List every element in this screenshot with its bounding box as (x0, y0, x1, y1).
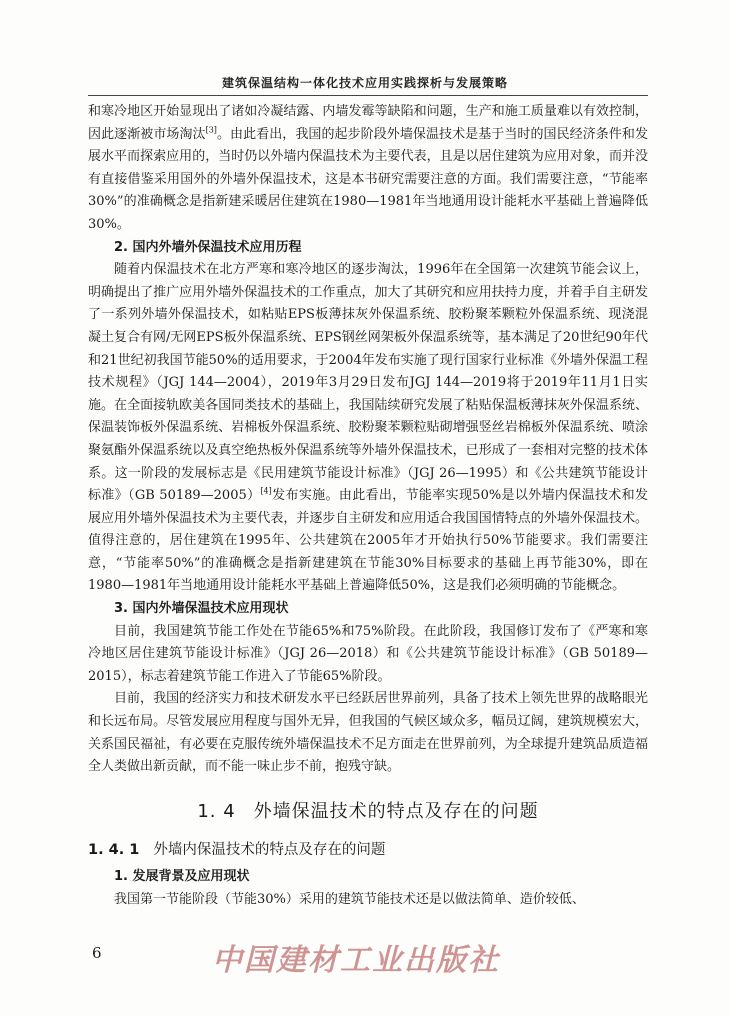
paragraph-2-text: 随着内保温技术在北方严寒和寒冷地区的逐步淘汰，1996年在全国第一次建筑节能会议上，明确提出了推广应用外墙外保温技术的工作重点，加大了其研究和应用扶持力度，并着手自主研发了一系列外墙外保温技术，如粘贴EPS板薄抹灰外保温系统、胶粉聚苯颗粒外保温系统、现浇混凝土复合有网/无网EPS板外保温系统、EPS钢丝网架板外保温系统等，基本满足了20世纪90年代和21世纪初我国节能50%的适用要求，于2004年发布实施了现行国家行业标准《外墙外保温工程技术规程》（JGJ 144—2004），2019年3月29日发布JGJ 144—2019将于2019年11月1日实施。在全面接轨欧美各国同类技术的基础上，我国陆续研究发展了粘贴保温板薄抹灰外保温系统、保温装饰板外保温系统、岩棉板外保温系统、胶粉聚苯颗粒贴砌增强竖丝岩棉板外保温系统、喷涂聚氨酯外保温系统以及真空绝热板外保温系统等外墙外保温技术，已形成了一套相对完整的技术体系。这一阶段的发展标志是《民用建筑节能设计标准》（JGJ 26—1995）和《公共建筑节能设计标准》（GB 50189—2005） (88, 262, 648, 504)
paragraph-4: 目前，我国的经济实力和技术研发水平已经跃居世界前列，具备了技术上领先世界的战略眼光和长远布局。尽管发展应用程度与国外无异，但我国的气候区域众多，幅员辽阔，建筑规模宏大，关系国民福祉，有必要在克服传统外墙保温技术不足方面走在世界前列，为全球提升建筑品质造福全人类做出新贡献，而不能一味止步不前，抱残守缺。 (88, 691, 648, 775)
section-number: 1. 4 (197, 800, 236, 822)
citation-ref: [3] (205, 125, 217, 135)
running-header: 建筑保温结构一体化技术应用实践探析与发展策略 (221, 76, 508, 90)
heading-2: 2. 国内外墙外保温技术应用历程 (114, 239, 302, 255)
paragraph-1 (88, 101, 648, 237)
paragraph-1-text-rest: 。由此看出，我国的起步阶段外墙保温技术是基于当时的国民经济条件和发展水平而探索应用的，当时仍以外墙内保温技术为主要代表，且是以居住建筑为应用对象，而并没有直接借鉴采用国外的外墙外保温技术，这是本书研究需要注意的方面。我们需要注意，“节能率30%”的准确概念是指新建采暖居住建筑在1980—1981年当地通用设计能耗水平基础上普遍降低30%。 (88, 126, 648, 232)
citation-ref: [4] (260, 486, 272, 496)
subsection-number: 1. 4. 1 (88, 842, 140, 859)
publisher-watermark: 中国建材工业出版社 (212, 943, 500, 978)
paragraph-2 (88, 259, 648, 598)
paragraph-3: 目前，我国建筑节能工作处在节能65%和75%阶段。在此阶段，我国修订发布了《严寒和寒冷地区居住建筑节能设计标准》（JGJ 26—2018）和《公共建筑节能设计标准》（GB 50189—2015），标志着建筑节能工作进入了节能65%阶段。 (88, 623, 648, 684)
paragraph-1-text: 和寒冷地区开始显现出了诸如冷凝结露、内墙发霉等缺陷和问题，生产和施工质量难以有效控制，因此逐渐被市场淘汰 (88, 104, 648, 142)
section-title: 外墙保温技术的特点及存在的问题 (253, 800, 539, 822)
subsection-title: 外墙内保温技术的特点及存在的问题 (153, 842, 386, 859)
section-heading (88, 801, 648, 824)
header-rule (88, 95, 648, 96)
subsection-heading (88, 839, 648, 862)
page-body (88, 101, 648, 911)
paragraph-5: 我国第一节能阶段（节能30%）采用的建筑节能技术还是以做法简单、造价较低、 (114, 891, 585, 907)
paragraph-2-text-rest: 发布实施。由此看出，节能率实现50%是以外墙内保温技术和发展应用外墙外保温技术为主要代表，并逐步自主研发和应用适合我国国情特点的外墙外保温技术。值得注意的，居住建筑在1995年、公共建筑在2005年才开始执行50%节能要求。我们需要注意，“节能率50%”的准确概念是指新建建筑在节能30%目标要求的基础上再节能30%，即在1980—1981年当地通用设计能耗水平基础上普遍降低50%，这是我们必须明确的节能概念。 (88, 488, 648, 594)
heading-3: 3. 国内外墙保温技术应用现状 (114, 601, 289, 617)
heading-4: 1. 发展背景及应用现状 (114, 869, 250, 884)
page-number: 6 (92, 944, 102, 962)
